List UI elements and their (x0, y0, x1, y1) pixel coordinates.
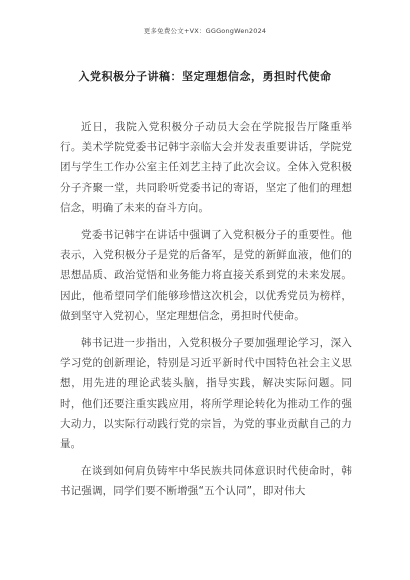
body-paragraph: 近日，我院入党积极分子动员大会在学院报告厅隆重举行。美术学院党委书记韩宇亲临大会并发表重要讲话，学院党团与学生工作办公室主任刘艺主持了此次会议。全体入党积极分子齐聚一堂，共同聆听党委书记的寄语，坚定了他们的理想信念，明确了未来的奋斗方向。 (60, 121, 352, 214)
document-title: 入党积极分子讲稿：坚定理想信念，勇担时代使命 (78, 70, 332, 83)
document-body (60, 117, 352, 502)
body-paragraph: 韩书记进一步指出，入党积极分子要加强理论学习，深入学习党的创新理论，特别是习近平新时代中国特色社会主义思想，用先进的理论武装头脑，指导实践，解决实际问题。同时，他们还要注重实践应用，将所学理论转化为推动工作的强大动力，以实际行动践行党的宗旨，为党的事业贡献自己的力量。 (60, 337, 352, 451)
header-note: 更多免费公文+VX：GGGongWen2024 (143, 27, 267, 35)
body-paragraph: 在谈到如何肩负铸牢中华民族共同体意识时代使命时，韩书记强调，同学们要不断增强“五个认同”，即对伟大 (60, 465, 352, 498)
body-paragraph: 党委书记韩宇在讲话中强调了入党积极分子的重要性。他表示，入党积极分子是党的后备军，是党的新鲜血液，他们的思想品质、政治觉悟和业务能力将直接关系到党的未来发展。因此，他希望同学们能够珍惜这次机会，以优秀党员为榜样，做到坚守入党初心，坚定理想信念，勇担时代使命。 (60, 229, 352, 322)
